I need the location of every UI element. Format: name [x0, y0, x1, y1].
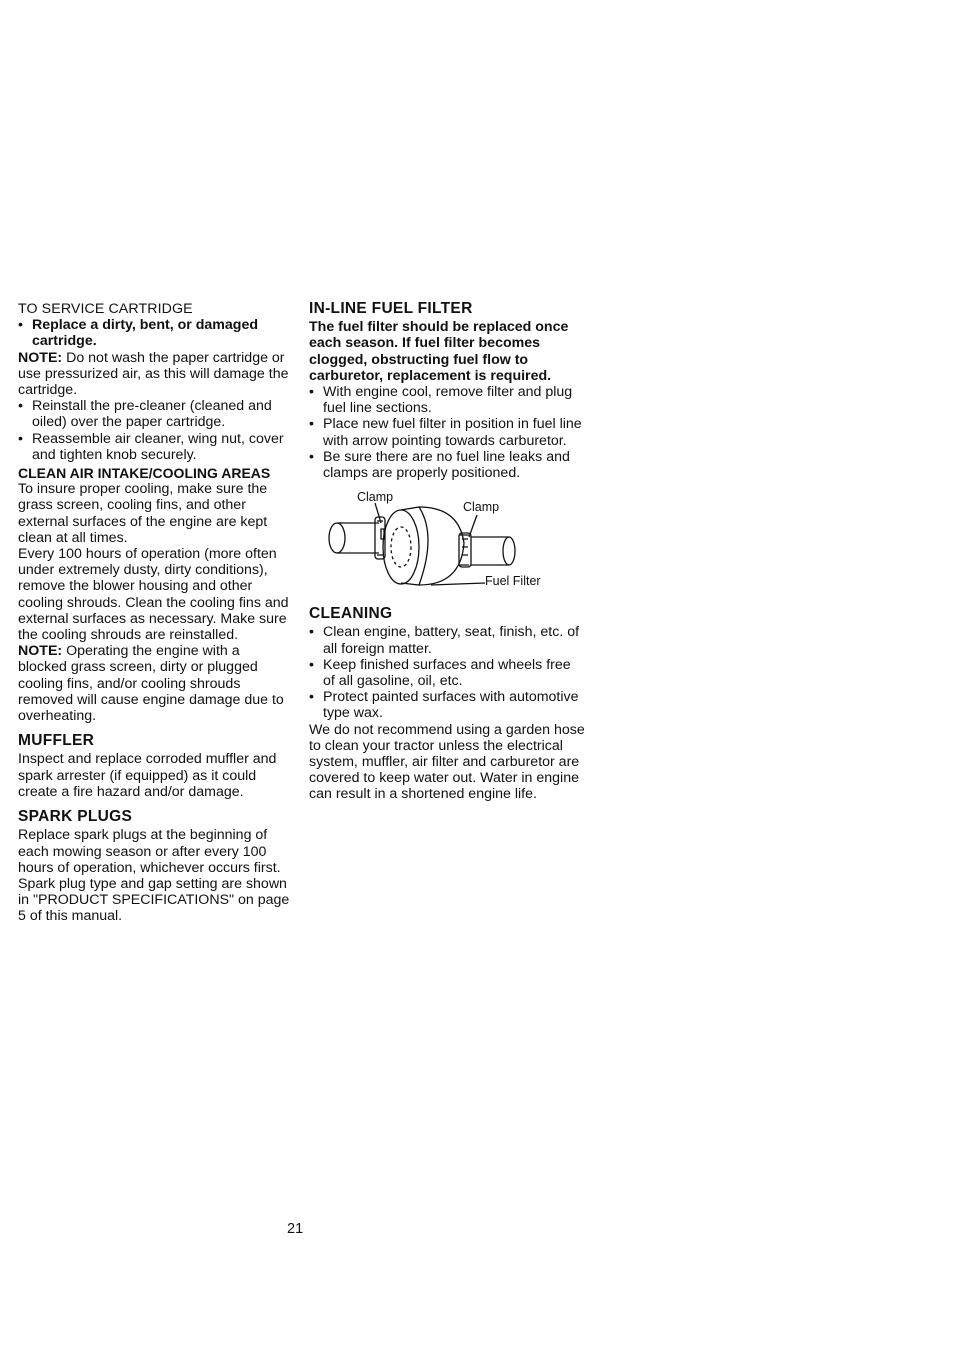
- fuel-filter-drawing: [309, 485, 585, 597]
- list-item: [309, 689, 585, 721]
- bullet-text: Reassemble air cleaner, wing nut, cover and tighten knob securely.: [32, 430, 284, 463]
- clean-air-heading: CLEAN AIR INTAKE/COOLING AREAS: [18, 465, 271, 482]
- list-item: [309, 416, 585, 448]
- note-label: NOTE:: [18, 643, 63, 660]
- spark-plugs-heading: SPARK PLUGS: [18, 808, 133, 826]
- bullet-text: With engine cool, remove filter and plug fuel line sections.: [323, 384, 573, 417]
- clean-paragraph: Every 100 hours of operation (more often under extremely dusty, dirty conditions), remove the blower housing and other cooling shrouds. Clean the cooling fins and external surfaces as necessary. Make sure the cooling shrouds are reinstalled.: [18, 546, 289, 644]
- muffler-heading: MUFFLER: [18, 732, 95, 750]
- bullet-icon: •: [309, 624, 314, 641]
- note-text: Do not wash the paper cartridge or use pressurized air, as this will damage the cartridge.: [18, 349, 289, 399]
- clamp-label-left: Clamp: [357, 490, 394, 505]
- clean-paragraph: To insure proper cooling, make sure the grass screen, cooling fins, and other external surfaces of the engine are kept clean at all times.: [18, 481, 268, 546]
- bullet-text: Keep finished surfaces and wheels free of all gasoline, oil, etc.: [323, 656, 571, 690]
- muffler-paragraph: Inspect and replace corroded muffler and spark arrester (if equipped) as it could create a fire hazard and/or damage.: [18, 751, 277, 800]
- bullet-icon: •: [18, 398, 23, 415]
- list-item: [309, 657, 585, 689]
- service-cartridge-heading: TO SERVICE CARTRIDGE: [18, 301, 193, 317]
- note-text: Operating the engine with a blocked grass screen, dirty or plugged cooling fins, and/or cooling shrouds removed will cause engine damage due to overheating.: [18, 643, 284, 725]
- spark-paragraph: Replace spark plugs at the beginning of each mowing season or after every 100 hours of operation, whichever occurs first. Spark plug type and gap setting are shown in "PRODUCT SPECIFICATIONS" on page 5 of this manual.: [18, 827, 290, 925]
- bullet-icon: •: [309, 656, 314, 673]
- cleaning-heading: CLEANING: [309, 605, 393, 623]
- left-column: [18, 301, 290, 925]
- bullet-icon: •: [18, 317, 23, 334]
- fuel-filter-figure: [309, 485, 585, 597]
- page-number: 21: [287, 1221, 304, 1237]
- note-label: NOTE:: [18, 349, 63, 366]
- bullet-icon: •: [309, 448, 314, 465]
- list-item: [309, 624, 585, 656]
- cleaning-paragraph: We do not recommend using a garden hose to clean your tractor unless the electrical system, muffler, air filter and carburetor are covered to keep water out. Water in engine can result in a shortened engine life.: [309, 721, 585, 803]
- bullet-text: Protect painted surfaces with automotive type wax.: [323, 689, 579, 722]
- fuel-filter-heading: IN-LINE FUEL FILTER: [309, 300, 473, 317]
- bullet-text: Clean engine, battery, seat, finish, etc. of all foreign matter.: [323, 624, 580, 657]
- bullet-icon: •: [309, 384, 314, 401]
- list-item: [18, 431, 290, 463]
- fuel-intro: The fuel filter should be replaced once each season. If fuel filter becomes clogged, obstructing fuel flow to carburetor, replacement is required.: [309, 319, 569, 384]
- right-column: [309, 301, 585, 803]
- bullet-icon: •: [309, 416, 314, 433]
- bullet-icon: •: [309, 689, 314, 706]
- note-paragraph: [18, 643, 290, 724]
- list-item: [309, 384, 585, 416]
- bullet-text: Be sure there are no fuel line leaks and clamps are properly positioned.: [323, 448, 570, 482]
- list-item: [18, 317, 290, 349]
- note-paragraph: [18, 350, 290, 399]
- bullet-text: Reinstall the pre-cleaner (cleaned and oiled) over the paper cartridge.: [32, 398, 272, 431]
- clamp-label-right: Clamp: [463, 500, 500, 515]
- bullet-text: Replace a dirty, bent, or damaged cartridge.: [32, 317, 259, 350]
- fuel-filter-label: Fuel Filter: [485, 574, 541, 589]
- bullet-text: Place new fuel filter in position in fuel line with arrow pointing towards carburetor.: [323, 416, 582, 449]
- list-item: [18, 398, 290, 430]
- list-item: [309, 449, 585, 481]
- bullet-icon: •: [18, 430, 23, 447]
